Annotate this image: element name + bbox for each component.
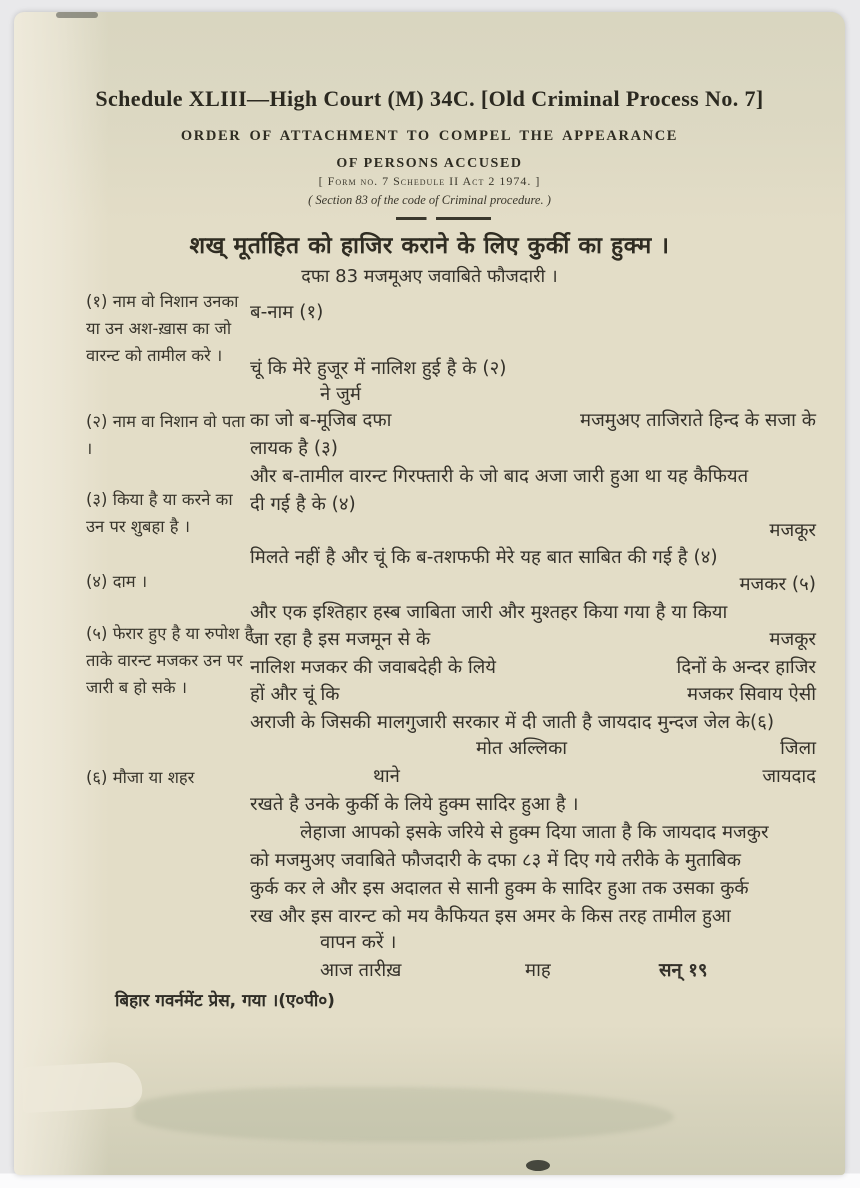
body-line-majkar: मजकर (५)	[739, 574, 816, 595]
section-reference-line: ( Section 83 of the code of Criminal procedure. )	[308, 193, 551, 207]
body-line-being-issued	[250, 627, 816, 653]
body-para2-line-5: वापन करें ।	[320, 932, 397, 953]
printer-imprint: बिहार गवर्नमेंट प्रेस, गया ।(ए०पी०)	[115, 991, 335, 1011]
ink-smudge-top	[56, 12, 98, 18]
body-line-answer-within	[250, 655, 816, 681]
ink-blot-bottom	[526, 1160, 550, 1171]
body-line-complaint: चूं कि मेरे हुजूर में नालिश हुई है के (२)	[250, 358, 507, 379]
body-line-whereas-left: हों और चूं कि	[250, 684, 340, 705]
body-para2-line-4: रख और इस वारन्ट को मय कैफियत इस अमर के किस तरह तामील हुआ	[250, 906, 731, 927]
margin-note-1: (१) नाम वो निशान उनका या उन अश-ख़ास का जो वारन्ट को तामील करे ।	[86, 292, 239, 365]
body-line-district: जिला	[780, 738, 816, 759]
body-line-punishable: लायक है (३)	[250, 438, 338, 459]
body-line-being-issued-right: मजकूर	[769, 629, 816, 650]
date-label: आज तारीख़	[320, 960, 402, 981]
body-line-land-revenue: अराजी के जिसकी मालगुजारी सरकार में दी जाती है जायदाद मुन्दज जेल के(६)	[250, 712, 775, 733]
order-title-line-1: ORDER OF ATTACHMENT TO COMPEL THE APPEARANCE	[180, 128, 679, 144]
schedule-title: Schedule XLIII—High Court (M) 34C. [Old Criminal Process No. 7]	[95, 86, 764, 111]
body-line-warrant-issued: और ब-तामील वारन्ट गिरफ्तारी के जो बाद अजा जारी हुआ था यह कैफियत	[250, 466, 749, 487]
margin-note-3: (३) किया है या करने का उन पर शुबहा है ।	[86, 490, 233, 536]
margin-note-5: (५) फेरार हुए है या रुपोश है ताके वारन्ट मजकर उन पर जारी ब हो सके ।	[86, 624, 254, 697]
margin-note-4: (४) दाम ।	[86, 572, 148, 591]
body-line-order-passed: रखते है उनके कुर्की के लिये हुक्म सादिर हुआ है ।	[250, 794, 579, 815]
body-line-proclamation: और एक इश्तिहार हस्ब जाबिता जारी और मुश्तहर किया गया है या किया	[250, 602, 728, 623]
year-label: सन् १९	[659, 960, 708, 981]
header-divider	[396, 217, 491, 220]
body-line-whereas	[250, 682, 816, 708]
body-line-not-found: मिलते नहीं है और चूं कि ब-तशफफी मेरे यह बात साबित की गई है (४)	[250, 547, 718, 568]
hindi-subtitle: दफा 83 मजमूअए जवाबिते फौजदारी ।	[301, 266, 558, 287]
margin-note-2: (२) नाम वा निशान वो पता ।	[86, 412, 246, 458]
month-label: माह	[525, 960, 551, 981]
body-line-thana: थाने	[373, 766, 400, 787]
torn-edge-bottom-left	[21, 1061, 143, 1113]
body-para2-line-3: कुर्क कर ले और इस अदालत से सानी हुक्म के सादिर हुआ तक उसका कुर्क	[250, 878, 749, 899]
body-para2-line-2: को मजमुअए जवाबिते फौजदारी के दफा ८३ में दिए गये तरीके के मुताबिक	[250, 850, 741, 871]
paper-stain-bottom	[134, 1087, 674, 1142]
form-number-line: [ Form no. 7 Schedule II Act 2 1974. ]	[318, 174, 541, 188]
body-line-whereas-right: मजकर सिवाय ऐसी	[687, 684, 816, 705]
scanned-form-page	[14, 12, 845, 1175]
body-line-section-right: मजमुअए ताजिराते हिन्द के सजा के	[580, 410, 816, 431]
body-line-mutallika: मोत अल्लिका	[476, 738, 568, 759]
body-line-section-left: का जो ब-मूजिब दफा	[250, 410, 392, 431]
body-line-addressee: ब-नाम (१)	[250, 302, 324, 323]
body-line-majkur-1: मजकूर	[769, 520, 816, 541]
body-line-section	[250, 408, 816, 434]
body-line-report-given: दी गई है के (४)	[250, 494, 356, 515]
body-line-being-issued-left: जा रहा है इस मजमून से के	[250, 629, 431, 650]
hindi-title: शख् मूर्ताहित को हाजिर कराने के लिए कुर्की का हुक्म ।	[189, 233, 670, 259]
body-line-property: जायदाद	[762, 766, 816, 787]
body-line-answer-within-right: दिनों के अन्दर हाजिर	[676, 657, 816, 678]
body-line-offence: ने जुर्म	[320, 384, 361, 405]
body-line-answer-within-left: नालिश मजकर की जवाबदेही के लिये	[250, 657, 497, 678]
body-para2-line-1: लेहाजा आपको इसके जरिये से हुक्म दिया जाता है कि जायदाद मजकुर	[300, 822, 769, 843]
margin-note-6: (६) मौजा या शहर	[86, 768, 195, 787]
order-title-line-2: OF PERSONS ACCUSED	[336, 156, 523, 171]
